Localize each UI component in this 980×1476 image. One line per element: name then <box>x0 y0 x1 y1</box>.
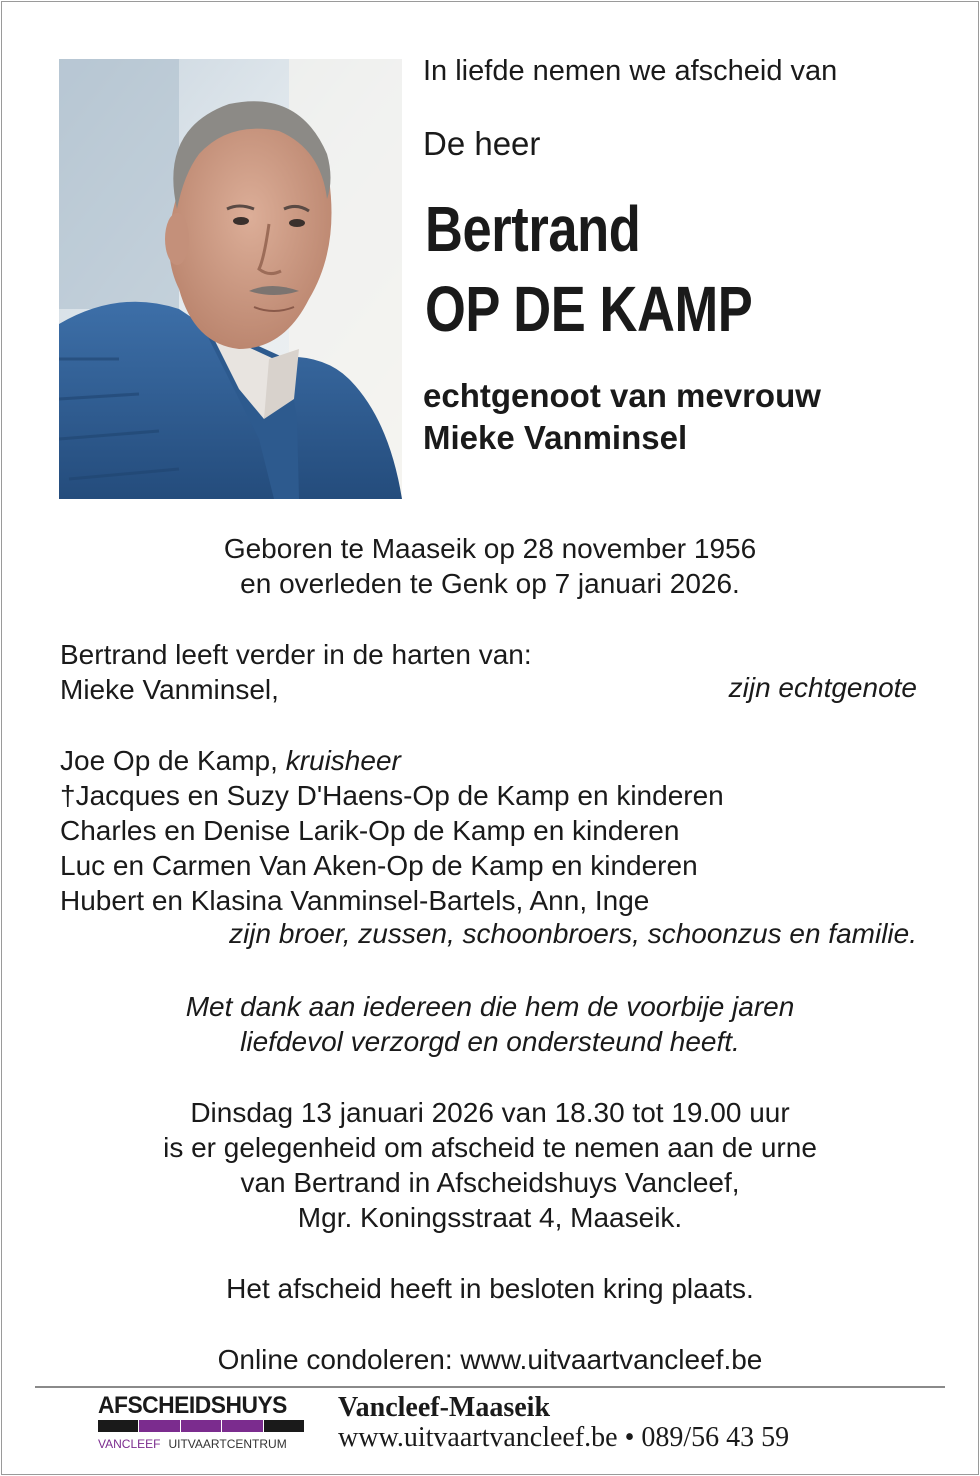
logo-bar-segment <box>181 1420 221 1432</box>
family-relation: zijn broer, zussen, schoonbroers, schoonzus en familie. <box>229 918 917 949</box>
ceremony-line-2: is er gelegenheid om afscheid te nemen aan de urne <box>163 1132 817 1163</box>
funeral-home-contact: www.uitvaartvancleef.be • 089/56 43 59 <box>338 1422 790 1453</box>
family-member: Luc en Carmen Van Aken-Op de Kamp en kinderen <box>60 850 698 881</box>
spouse-name: Mieke Vanminsel, <box>60 674 279 705</box>
family-member: †Jacques en Suzy D'Haens-Op de Kamp en kinderen <box>60 780 724 811</box>
family-member: Charles en Denise Larik-Op de Kamp en kinderen <box>60 815 680 846</box>
member-name: Joe Op de Kamp, <box>60 745 286 776</box>
spouse-line-2: Mieke Vanminsel <box>423 419 688 456</box>
online-condolence: Online condoleren: www.uitvaartvancleef.be <box>217 1344 763 1375</box>
spouse-role: zijn echtgenote <box>728 672 917 703</box>
title-prefix: De heer <box>423 125 541 162</box>
birth-line-2: en overleden te Genk op 7 januari 2026. <box>240 568 740 599</box>
logo-color-bar <box>98 1420 305 1432</box>
member-role: kruisheer <box>285 745 401 776</box>
intro-text: In liefde nemen we afscheid van <box>423 55 838 87</box>
family-intro: Bertrand leeft verder in de harten van: <box>60 639 532 670</box>
first-name: Bertrand <box>425 193 641 265</box>
portrait-photo <box>59 59 402 499</box>
logo-sub-vancleef: VANCLEEF <box>98 1437 161 1451</box>
ceremony-line-1: Dinsdag 13 januari 2026 van 18.30 tot 19.00 uur <box>190 1097 790 1128</box>
ceremony-line-3: van Bertrand in Afscheidshuys Vancleef, <box>240 1167 740 1198</box>
logo-sub-uitvaartcentrum: UITVAARTCENTRUM <box>168 1437 287 1451</box>
logo-title: AFSCHEIDSHUYS <box>98 1392 287 1419</box>
logo-bar-segment <box>98 1420 138 1432</box>
ceremony-line-4: Mgr. Koningsstraat 4, Maaseik. <box>297 1202 683 1233</box>
logo-bar-segment <box>139 1420 179 1432</box>
birth-line-1: Geboren te Maaseik op 28 november 1956 <box>223 533 757 564</box>
family-member <box>60 743 401 778</box>
logo-bar-segment <box>222 1420 262 1432</box>
logo-bar-segment <box>264 1420 304 1432</box>
footer-divider <box>35 1386 945 1388</box>
thanks-line-2: liefdevol verzorgd en ondersteund heeft. <box>240 1026 740 1057</box>
private-note: Het afscheid heeft in besloten kring plaats. <box>226 1273 754 1304</box>
thanks-line-1: Met dank aan iedereen die hem de voorbije jaren <box>185 991 795 1022</box>
last-name: OP DE KAMP <box>425 273 753 345</box>
funeral-home-name: Vancleef-Maaseik <box>338 1392 551 1423</box>
logo-subtitle <box>98 1437 287 1451</box>
spouse-line-1: echtgenoot van mevrouw <box>423 377 821 414</box>
family-member: Hubert en Klasina Vanminsel-Bartels, Ann, Inge <box>60 885 650 916</box>
